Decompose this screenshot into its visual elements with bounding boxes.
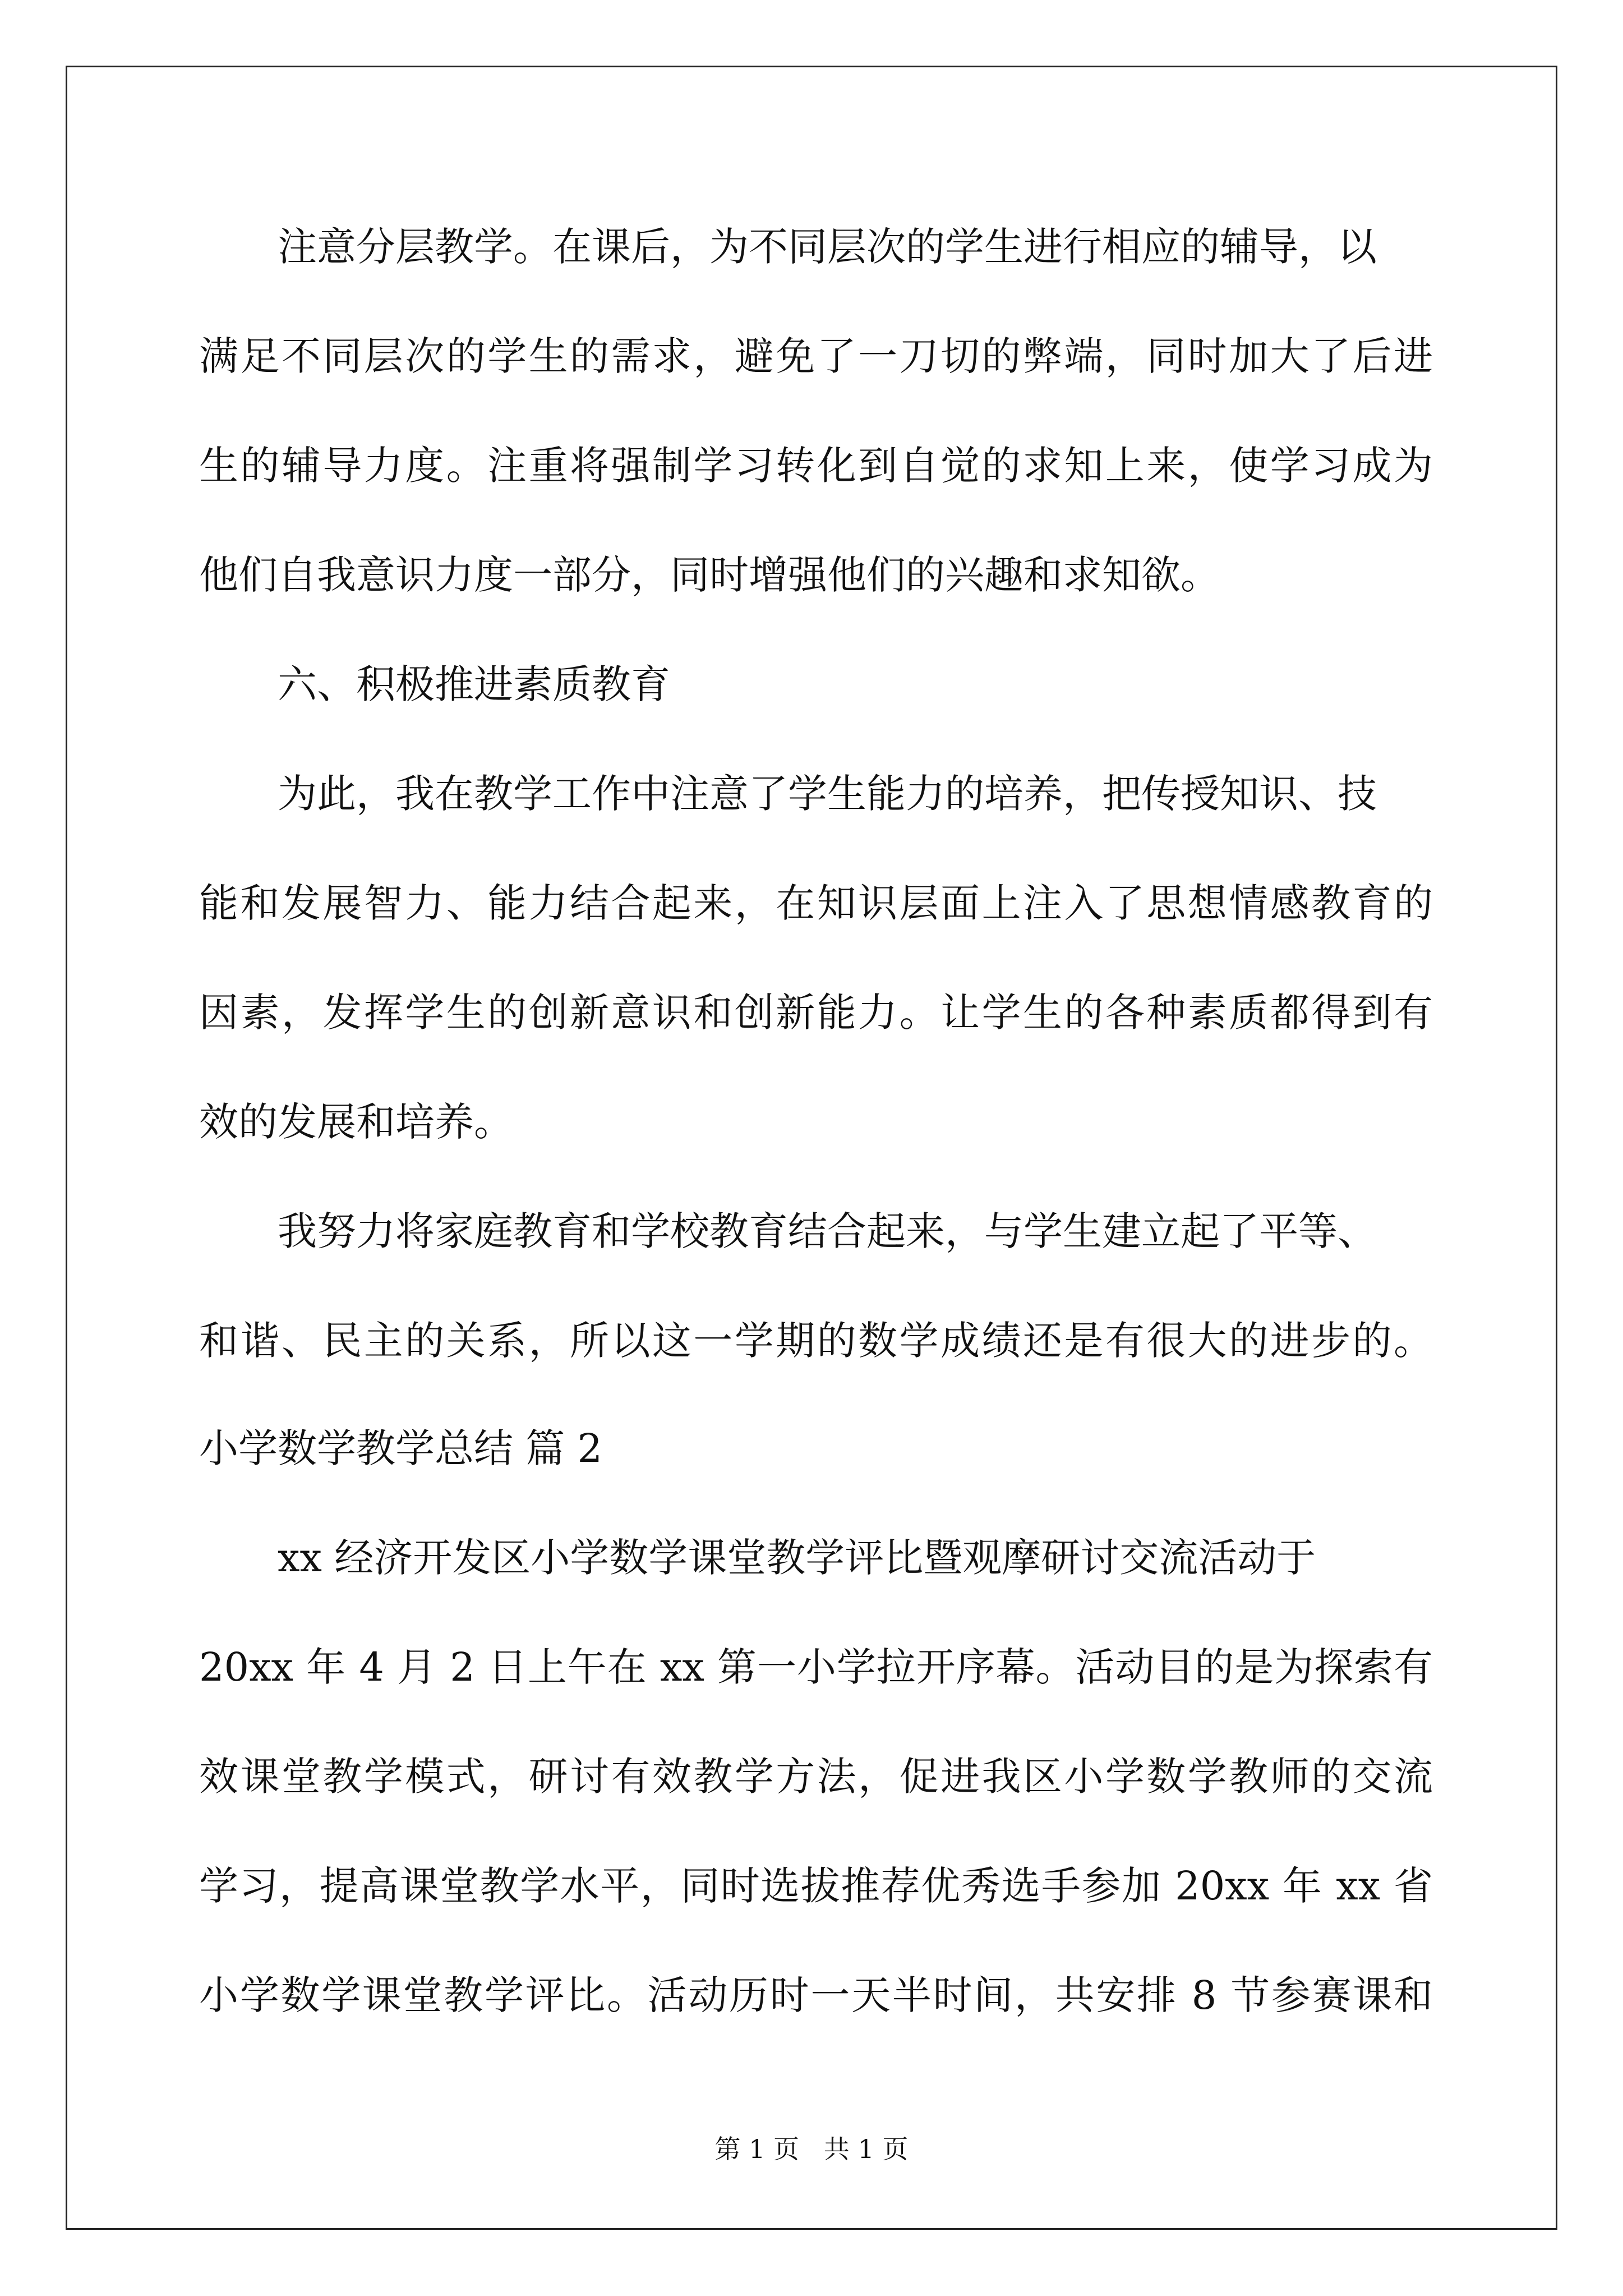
page-footer: 第 1 页 共 1 页 <box>714 2134 909 2164</box>
paragraph-3-line-2: 和谐、民主的关系，所以这一学期的数学成绩还是有很大的进步的。 <box>199 1318 1433 1364</box>
paragraph-4-line-2: 20xx 年 4 月 2 日上午在 xx 第一小学拉开序幕。活动目的是为探索有 <box>199 1644 1433 1690</box>
paragraph-4-line-3: 效课堂教学模式，研讨有效教学方法，促进我区小学数学教师的交流 <box>199 1754 1433 1800</box>
paragraph-4-line-4: 学习，提高课堂教学水平，同时选拔推荐优秀选手参加 20xx 年 xx 省 <box>199 1863 1433 1909</box>
paragraph-2-line-3: 因素，发挥学生的创新意识和创新能力。让学生的各种素质都得到有 <box>199 990 1433 1036</box>
document-body <box>199 199 1433 2095</box>
article-title-2: 小学数学教学总结 篇 2 <box>199 1425 603 1471</box>
section-heading-6: 六、积极推进素质教育 <box>278 661 670 707</box>
paragraph-2-line-1: 为此，我在教学工作中注意了学生能力的培养，把传授知识、技 <box>278 771 1377 817</box>
paragraph-2-line-4: 效的发展和培养。 <box>199 1099 513 1145</box>
paragraph-1-line-4: 他们自我意识力度一部分，同时增强他们的兴趣和求知欲。 <box>199 552 1220 598</box>
paragraph-1-line-3: 生的辅导力度。注重将强制学习转化到自觉的求知上来，使学习成为 <box>199 443 1433 489</box>
paragraph-1-line-2: 满足不同层次的学生的需求，避免了一刀切的弊端，同时加大了后进 <box>199 333 1433 379</box>
paragraph-2-line-2: 能和发展智力、能力结合起来，在知识层面上注入了思想情感教育的 <box>199 880 1433 926</box>
paragraph-1-line-1: 注意分层教学。在课后，为不同层次的学生进行相应的辅导，以 <box>278 224 1377 270</box>
paragraph-3-line-1: 我努力将家庭教育和学校教育结合起来，与学生建立起了平等、 <box>278 1208 1377 1254</box>
paragraph-4-line-1: xx 经济开发区小学数学课堂教学评比暨观摩研讨交流活动于 <box>278 1535 1316 1581</box>
paragraph-4-line-5: 小学数学课堂教学评比。活动历时一天半时间，共安排 8 节参赛课和 <box>199 1972 1433 2018</box>
